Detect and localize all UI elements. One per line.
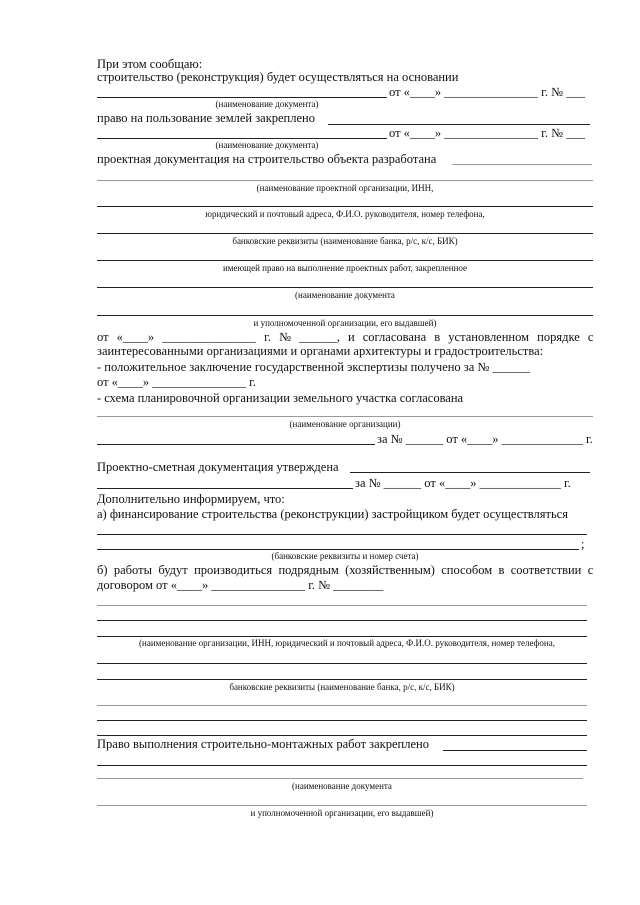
- bank2-line-2: [97, 720, 587, 721]
- additional-text: Дополнительно информируем, что:: [97, 492, 285, 506]
- financing-text: а) финансирование строительства (реконструкции) застройщиком будет осуществляться: [97, 507, 568, 521]
- org-full-line-2: [97, 679, 587, 680]
- smr-line-2: [97, 778, 583, 779]
- bank2-line-1: [97, 705, 587, 706]
- contract-line-3: [97, 636, 587, 637]
- caption-right-project: имеющей право на выполнение проектных работ, закрепленное: [222, 263, 468, 273]
- project-doc-line: [452, 164, 592, 165]
- contract-text: договором от «____» _______________ г. № ________: [97, 578, 384, 592]
- caption-authorized: и уполномоченной организации, его выдавшей): [253, 318, 437, 328]
- estimate-line: [350, 472, 590, 473]
- smr-line-1: [97, 765, 587, 766]
- smr-right-text: Право выполнения строительно-монтажных работ закреплено: [97, 737, 429, 751]
- financing-line-2: [97, 549, 579, 550]
- doc3-line: [97, 287, 593, 288]
- intro-text: При этом сообщаю:: [97, 57, 203, 71]
- right-project-line: [97, 260, 593, 261]
- caption-authorized-2: и уполномоченной организации, его выдавшей): [250, 808, 434, 818]
- basis-doc-line: [97, 97, 387, 98]
- agreed-line-text: от «____» _______________ г. № ______, и согласована в установленном порядке с: [97, 330, 594, 344]
- caption-org: (наименование организации): [289, 419, 401, 429]
- caption-document-2: (наименование документа): [215, 140, 319, 150]
- expertise-date-text: от «____» _______________ г.: [97, 375, 257, 389]
- expertise-text: - положительное заключение государственной экспертизы получено за № ______: [97, 360, 530, 374]
- caption-bank-account: (банковские реквизиты и номер счета): [271, 551, 419, 561]
- semicolon: ;: [581, 537, 585, 551]
- smr-line-3: [97, 805, 587, 806]
- contract-line-1: [97, 605, 587, 606]
- caption-legal-addr: юридический и почтовый адреса, Ф.И.О. руководителя, номер телефона,: [205, 209, 485, 219]
- scheme-org-line-2: [97, 444, 375, 445]
- caption-document-3: (наименование документа: [295, 290, 395, 300]
- caption-org-full: (наименование организации, ИНН, юридический и почтовый адреса, Ф.И.О. руководителя, номер телефона,: [139, 638, 555, 648]
- caption-bank: банковские реквизиты (наименование банка, р/с, к/с, БИК): [232, 236, 458, 246]
- works-line-text: б) работы будут производиться подрядным (хозяйственным) способом в соответствии с: [97, 563, 594, 577]
- caption-document-1: (наименование документа): [215, 99, 319, 109]
- contract-line-2: [97, 620, 587, 621]
- legal-addr-line: [97, 206, 593, 207]
- estimate-line-2: [97, 488, 353, 489]
- authorized-line: [97, 315, 593, 316]
- smr-right-line: [443, 750, 587, 751]
- construction-basis-text: строительство (реконструкция) будет осуществляться на основании: [97, 70, 459, 84]
- date-number-2: от «____» _______________ г. № ___: [389, 126, 585, 140]
- scheme-org-line: [97, 416, 593, 417]
- financing-line-1: [97, 534, 587, 535]
- caption-project-org: (наименование проектной организации, ИНН,: [256, 183, 434, 193]
- land-doc-line: [97, 138, 387, 139]
- project-org-line: [97, 180, 593, 181]
- za-number-1: за № ______ от «____» _____________ г.: [377, 432, 593, 446]
- caption-bank-2: банковские реквизиты (наименование банка, р/с, к/с, БИК): [229, 682, 455, 692]
- org-full-line-1: [97, 663, 587, 664]
- za-number-2: за № ______ от «____» _____________ г.: [355, 476, 571, 490]
- date-number-1: от «____» _______________ г. № ___: [389, 85, 585, 99]
- land-right-line: [328, 124, 590, 125]
- agreed-cont-text: заинтересованными организациями и органами архитектуры и градостроительства:: [97, 344, 544, 358]
- caption-document-4: (наименование документа: [292, 781, 392, 791]
- scheme-text: - схема планировочной организации земельного участка согласована: [97, 391, 464, 405]
- land-right-text: право на пользование землей закреплено: [97, 111, 315, 125]
- estimate-text: Проектно-сметная документация утверждена: [97, 460, 339, 474]
- project-doc-text: проектная документация на строительство объекта разработана: [97, 152, 437, 166]
- bank2-line-3: [97, 735, 587, 736]
- bank-line: [97, 233, 593, 234]
